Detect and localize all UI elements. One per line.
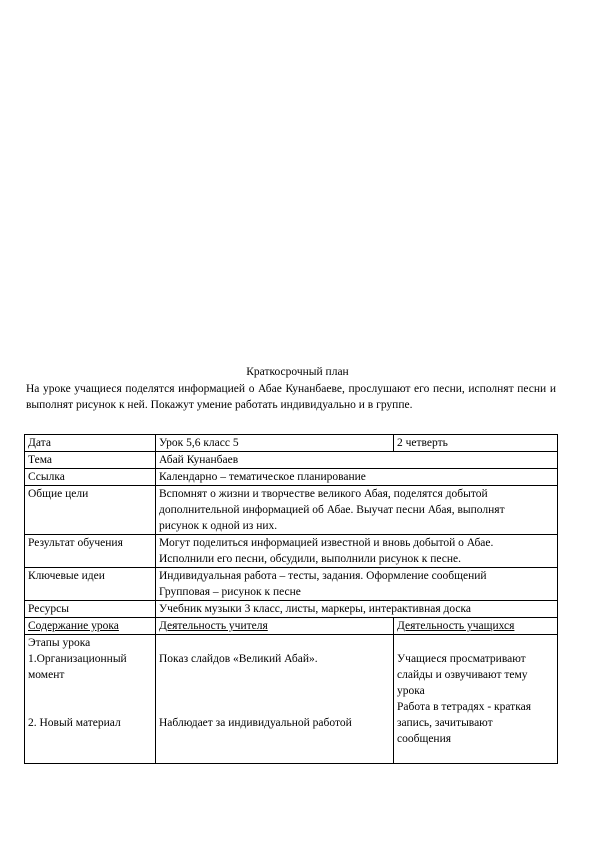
teacher-stage1: Показ слайдов «Великий Абай».	[159, 653, 318, 665]
teacher-header: Деятельность учителя	[156, 618, 394, 635]
resources-label: Ресурсы	[25, 601, 156, 618]
resources-value: Учебник музыки 3 класс, листы, маркеры, интерактивная доска	[156, 601, 558, 618]
stages-heading: Этапы урока	[28, 637, 91, 649]
quarter-value: 2 четверть	[394, 435, 558, 452]
plan-intro: На уроке учащиеся поделятся информацией о Абае Кунанбаеве, прослушают его песни, исполнят песни и выполнят рисунок к ней. Покажут умение работать индивидуально и в группе.	[26, 383, 556, 411]
table-row	[25, 568, 558, 601]
table-row	[25, 635, 558, 764]
date-value: Урок 5,6 класс 5	[156, 435, 394, 452]
ideas-value	[156, 568, 558, 601]
content-header: Содержание урока	[25, 618, 156, 635]
table-row	[25, 618, 558, 635]
table-row	[25, 452, 558, 469]
stages-cell	[25, 635, 156, 764]
ideas-label: Ключевые идеи	[25, 568, 156, 601]
students-stage2: Работа в тетрадях - краткая запись, зачитывают сообщения	[397, 701, 532, 745]
reference-value: Календарно – тематическое планирование	[156, 469, 558, 486]
stage2-label: 2. Новый материал	[28, 717, 121, 729]
ideas-line-individual: Индивидуальная работа – тесты, задания. Оформление сообщений	[159, 570, 487, 582]
students-stage1: Учащиеся просматривают слайды и озвучивают тему урока	[397, 653, 528, 697]
result-label: Результат обучения	[25, 535, 156, 568]
goals-value: Вспомнят о жизни и творчестве великого Абая, поделятся добытой дополнительной информацией об Абае. Выучат песни Абая, выполнят рисунок к одной из них.	[156, 486, 558, 535]
ideas-line-group: Групповая – рисунок к песне	[159, 586, 301, 598]
students-header: Деятельность учащихся	[394, 618, 558, 635]
students-activity-cell	[394, 635, 558, 764]
goals-label: Общие цели	[25, 486, 156, 535]
table-row	[25, 469, 558, 486]
stage1-label: 1.Организационный момент	[28, 653, 127, 681]
result-value: Могут поделиться информацией известной и вновь добытой о Абае. Исполнили его песни, обсудили, выполнили рисунок к песне.	[156, 535, 558, 568]
table-row	[25, 435, 558, 452]
table-row	[25, 486, 558, 535]
date-label: Дата	[25, 435, 156, 452]
reference-label: Ссылка	[25, 469, 156, 486]
theme-value: Абай Кунанбаев	[156, 452, 558, 469]
lesson-plan-table	[24, 434, 558, 764]
teacher-stage2: Наблюдает за индивидуальной работой	[159, 717, 352, 729]
plan-title: Краткосрочный план	[246, 366, 349, 378]
teacher-activity-cell	[156, 635, 394, 764]
table-row	[25, 601, 558, 618]
theme-label: Тема	[25, 452, 156, 469]
table-row	[25, 535, 558, 568]
